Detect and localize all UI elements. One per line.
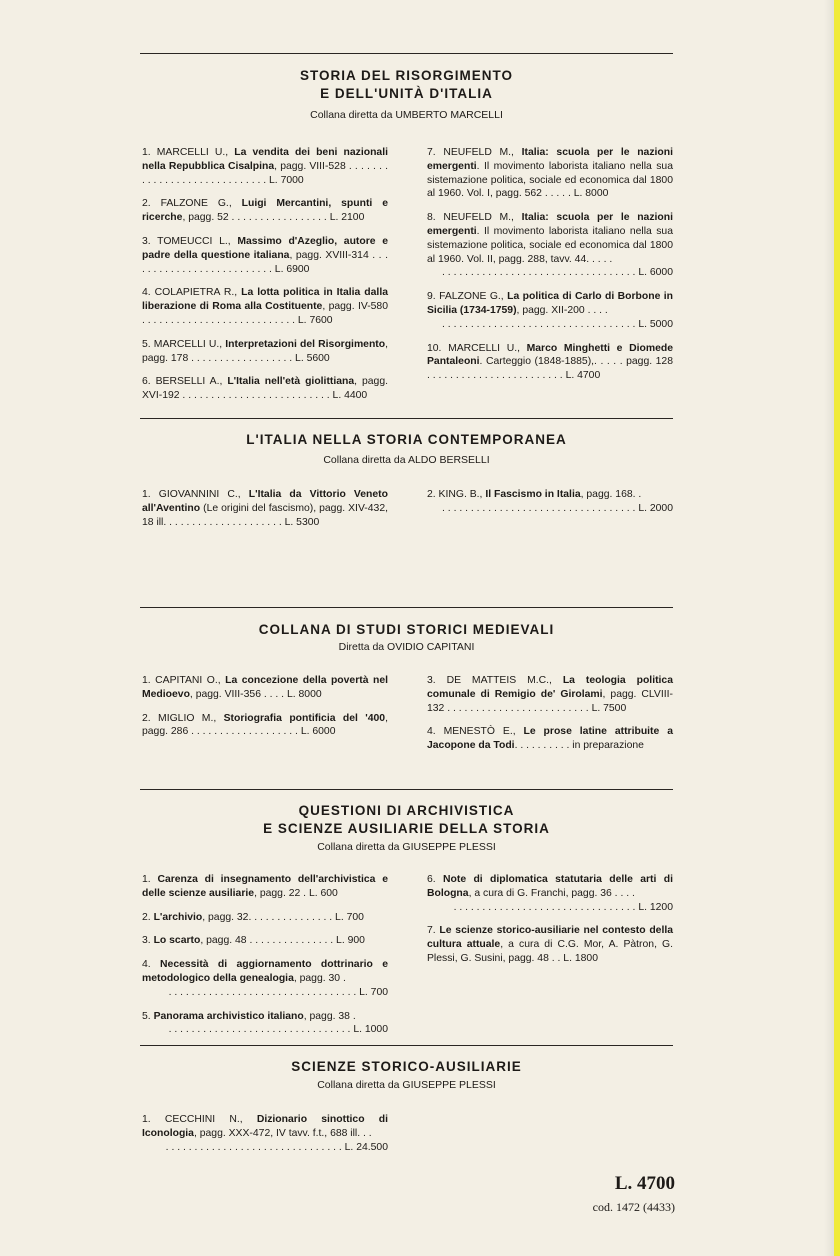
section-subtitle: Collana diretta da GIUSEPPE PLESSI xyxy=(317,841,496,853)
catalog-entry xyxy=(142,934,388,948)
catalog-entry xyxy=(142,286,388,327)
catalog-entry xyxy=(142,873,388,901)
section-left-column xyxy=(142,674,388,749)
entry-title: Le scienze storico-ausiliarie nel contesto della cultura attuale xyxy=(427,925,673,951)
section-rule xyxy=(140,607,673,608)
back-cover-price-block xyxy=(593,1172,675,1218)
entry-details: , pagg. 52 . . . . . . . . . . . . . . . . . L. 2100 xyxy=(182,212,365,224)
entry-author: 8. NEUFELD M., xyxy=(427,212,522,224)
entry-details: , pagg. CLVIII-132 . . . . . . . . . . . . . . . . . . . . . . . . . L. 7500 xyxy=(427,688,673,714)
entry-author: 2. FALZONE G., xyxy=(142,198,242,210)
section-title xyxy=(140,1058,673,1076)
entry-title: Massimo d'Azeglio, autore e padre della questione italiana xyxy=(142,235,389,261)
entry-details: . . . . . . . . . . in preparazione xyxy=(514,740,644,752)
entry-title: La lotta politica in Italia dalla liberazione di Roma alla Costituente xyxy=(142,287,388,313)
section-title-line: E DELL'UNITÀ D'ITALIA xyxy=(320,86,493,101)
catalog-entry xyxy=(142,146,388,187)
entry-details: , pagg. VIII-528 . . . . . . . . . . . . . . . . . . . . . . . . . . . . . L. 7000 xyxy=(142,160,388,186)
entry-author: 6. xyxy=(427,874,444,885)
entry-author: 3. xyxy=(142,935,154,947)
entry-author: 1. MARCELLI U., xyxy=(142,147,235,158)
entry-details: . Carteggio (1848-1885),. . . . . pagg. 128 . . . . . . . . . . . . . . . . . . . . . . . . L. 4700 xyxy=(427,356,673,382)
entry-price-line: . . . . . . . . . . . . . . . . . . . . . . . . . . . . . . . . . L. 700 xyxy=(168,986,388,998)
entry-author: 1. GIOVANNINI C., xyxy=(142,489,249,500)
section-title xyxy=(140,802,673,838)
entry-title: Necessità di aggiornamento dottrinario e metodologico della genealogia xyxy=(142,959,388,984)
entry-details: , pagg. VIII-356 . . . . L. 8000 xyxy=(189,688,322,700)
entry-price-line: . . . . . . . . . . . . . . . . . . . . . . . . . . . . . . . . . . L. 2000 xyxy=(442,502,673,514)
catalog-entry xyxy=(142,674,388,702)
section-title-line: E SCIENZE AUSILIARIE DELLA STORIA xyxy=(263,821,550,836)
section-left-column xyxy=(142,1113,388,1164)
catalog-entry xyxy=(427,674,673,715)
catalog-entry xyxy=(427,290,673,331)
entry-author: 10. MARCELLI U., xyxy=(427,342,527,354)
entry-details: , pagg. 168. . xyxy=(580,489,642,500)
cover-price: L. 4700 xyxy=(614,1173,675,1194)
entry-author: 3. DE MATTEIS M.C., xyxy=(427,675,563,686)
entry-author: 1. CAPITANI O., xyxy=(142,675,226,686)
entry-price-line: . . . . . . . . . . . . . . . . . . . . . . . . . . . . . . . . L. 1200 xyxy=(453,901,673,913)
section-subtitle: Collana diretta da UMBERTO MARCELLI xyxy=(310,109,503,121)
entry-title: La politica di Carlo di Borbone in Sicilia (1734-1759) xyxy=(427,291,674,316)
entry-author: 5. xyxy=(142,1010,154,1022)
catalog-code: cod. 1472 (4433) xyxy=(592,1200,675,1214)
catalog-entry xyxy=(427,211,673,280)
entry-title: Dizionario sinottico di Iconologia xyxy=(142,1114,388,1139)
section-right-column xyxy=(427,873,673,976)
entry-author: 6. BERSELLI A., xyxy=(142,376,228,388)
catalog-entry xyxy=(142,1010,388,1038)
entry-author: 9. FALZONE G., xyxy=(427,291,508,303)
entry-details: , pagg. 38 . xyxy=(303,1010,356,1022)
section-rule xyxy=(140,418,673,419)
entry-details: . Il movimento laborista italiano nella sua sistemazione politica, sociale ed economica dal 1800 al 1960. Vol. I, pagg. 562 . . . . . L. 8000 xyxy=(427,160,673,200)
section-title-line: SCIENZE STORICO-AUSILIARIE xyxy=(291,1059,522,1074)
section-left-column xyxy=(142,488,388,539)
entry-details: , pagg. 32. . . . . . . . . . . . . . . L. 700 xyxy=(202,911,364,923)
section-title-line: STORIA DEL RISORGIMENTO xyxy=(299,68,514,83)
entry-details: , a cura di C.G. Mor, A. Pàtron, G. Plessi, G. Susini, pagg. 48 . . L. 1800 xyxy=(427,939,673,964)
catalog-entry xyxy=(142,958,388,999)
catalog-entry xyxy=(427,488,673,516)
catalog-entry xyxy=(427,146,673,201)
entry-details: , a cura di G. Franchi, pagg. 36 . . . . xyxy=(468,887,635,899)
entry-title: Le prose latine attribuite a Jacopone da Todi xyxy=(427,726,673,752)
entry-details: , pagg. XVIII-314 . . . . . . . . . . . . . . . . . . . . . . . . . . L. 6900 xyxy=(142,249,388,275)
section-right-column xyxy=(427,488,673,526)
entry-title: L'Italia da Vittorio Veneto all'Aventino xyxy=(142,489,388,514)
section-right-column xyxy=(427,674,673,763)
catalog-entry xyxy=(142,235,388,276)
section-right-column xyxy=(427,146,673,393)
section-subtitle: Diretta da OVIDIO CAPITANI xyxy=(338,641,475,653)
entry-title: Italia: scuola per le nazioni emergenti xyxy=(427,147,673,172)
catalog-entry xyxy=(142,712,388,740)
entry-details: , pagg. 178 . . . . . . . . . . . . . . . . . . L. 5600 xyxy=(142,338,389,364)
catalog-entry xyxy=(142,375,388,403)
entry-details: . Il movimento laborista italiano nella sua sistemazione politica, sociale ed economica dal 1800 al 1960. Vol. II, pagg. 288, tavv. 44. . . . . xyxy=(427,225,673,265)
entry-title: La vendita dei beni nazionali nella Repubblica Cisalpina xyxy=(142,147,388,172)
entry-author: 4. MENESTÒ E., xyxy=(427,726,524,738)
section-title-line: COLLANA DI STUDI STORICI MEDIEVALI xyxy=(258,622,555,637)
section-title xyxy=(140,431,673,449)
catalog-entry xyxy=(142,197,388,225)
section-title-line: L'ITALIA NELLA STORIA CONTEMPORANEA xyxy=(246,432,567,447)
page-edge-strip xyxy=(834,0,840,1256)
entry-price-line: . . . . . . . . . . . . . . . . . . . . . . . . . . . . . . . . . . L. 5000 xyxy=(442,318,673,330)
entry-details: , pagg. 22 . L. 600 xyxy=(254,887,338,899)
entry-details: , pagg. 286 . . . . . . . . . . . . . . . . . . . L. 6000 xyxy=(142,712,388,738)
entry-title: Lo scarto xyxy=(153,935,201,947)
entry-price-line: . . . . . . . . . . . . . . . . . . . . . . . . . . . . . . . L. 24.500 xyxy=(165,1141,388,1153)
catalog-entry xyxy=(427,924,673,965)
entry-details: , pagg. XXX-472, IV tavv. f.t., 688 ill. . . xyxy=(193,1127,372,1139)
entry-details: (Le origini del fascismo), pagg. XIV-432, 18 ill. . . . . . . . . . . . . . . . . . . . . L. 5300 xyxy=(142,502,388,528)
entry-price-line: . . . . . . . . . . . . . . . . . . . . . . . . . . . . . . . . L. 1000 xyxy=(168,1024,388,1036)
catalog-entry xyxy=(142,1113,388,1154)
entry-details: , pagg. 48 . . . . . . . . . . . . . . . L. 900 xyxy=(200,935,365,947)
catalog-entry xyxy=(142,488,388,529)
section-title xyxy=(140,67,673,103)
entry-title: Interpretazioni del Risorgimento xyxy=(225,338,386,350)
entry-title: La concezione della povertà nel Medioevo xyxy=(142,675,388,700)
section-left-column xyxy=(142,873,388,1047)
catalog-entry xyxy=(142,338,388,366)
entry-details: , pagg. XVI-192 . . . . . . . . . . . . . . . . . . . . . . . . . . L. 4400 xyxy=(142,376,388,402)
section-rule xyxy=(140,789,673,790)
section-subtitle: Collana diretta da GIUSEPPE PLESSI xyxy=(317,1079,496,1091)
catalog-entry xyxy=(427,342,673,383)
entry-title: La teologia politica comunale di Remigio de' Girolami xyxy=(427,675,673,700)
entry-author: 4. xyxy=(142,959,161,971)
catalog-entry xyxy=(427,725,673,753)
entry-author: 4. COLAPIETRA R., xyxy=(142,287,242,299)
entry-author: 5. MARCELLI U., xyxy=(142,338,226,350)
entry-author: 1. CECCHINI N., xyxy=(142,1114,257,1125)
section-rule xyxy=(140,1045,673,1046)
entry-price-line: . . . . . . . . . . . . . . . . . . . . . . . . . . . . . . . . . . L. 6000 xyxy=(442,267,673,279)
entry-title: Storiografia pontificia del '400 xyxy=(223,712,386,724)
entry-title: Il Fascismo in Italia xyxy=(485,489,581,500)
section-title xyxy=(140,621,673,639)
section-subtitle: Collana diretta da ALDO BERSELLI xyxy=(323,454,490,466)
entry-title: Panorama archivistico italiano xyxy=(153,1010,304,1022)
entry-details: , pagg. 30 . xyxy=(293,972,346,984)
entry-author: 7. NEUFELD M., xyxy=(427,147,522,158)
section-left-column xyxy=(142,146,388,413)
entry-title: Luigi Mercantini, spunti e ricerche xyxy=(142,198,388,224)
entry-title: Note di diplomatica statutaria delle arti di Bologna xyxy=(427,874,673,899)
entry-author: 2. xyxy=(142,911,154,923)
entry-title: Marco Minghetti e Diomede Pantaleoni xyxy=(427,342,673,368)
entry-details: , pagg. IV-580 . . . . . . . . . . . . . . . . . . . . . . . . . . . L. 7600 xyxy=(142,301,388,326)
page-edge-shadow xyxy=(824,0,834,1256)
entry-title: Carenza di insegnamento dell'archivistica e delle scienze ausiliarie xyxy=(142,874,388,899)
section-rule xyxy=(140,53,673,54)
entry-author: 1. xyxy=(142,874,158,885)
catalog-entry xyxy=(142,911,388,925)
entry-author: 3. TOMEUCCI L., xyxy=(142,235,238,247)
entry-title: L'archivio xyxy=(153,911,203,923)
entry-author: 7. xyxy=(427,925,440,937)
entry-author: 2. KING. B., xyxy=(427,489,486,500)
entry-details: , pagg. XII-200 . . . . xyxy=(516,304,608,316)
section-title-line: QUESTIONI DI ARCHIVISTICA xyxy=(298,803,515,818)
catalog-entry xyxy=(427,873,673,914)
entry-title: L'Italia nell'età giolittiana xyxy=(227,376,355,388)
entry-author: 2. MIGLIO M., xyxy=(142,712,224,724)
entry-title: Italia: scuola per le nazioni emergenti xyxy=(427,212,673,237)
